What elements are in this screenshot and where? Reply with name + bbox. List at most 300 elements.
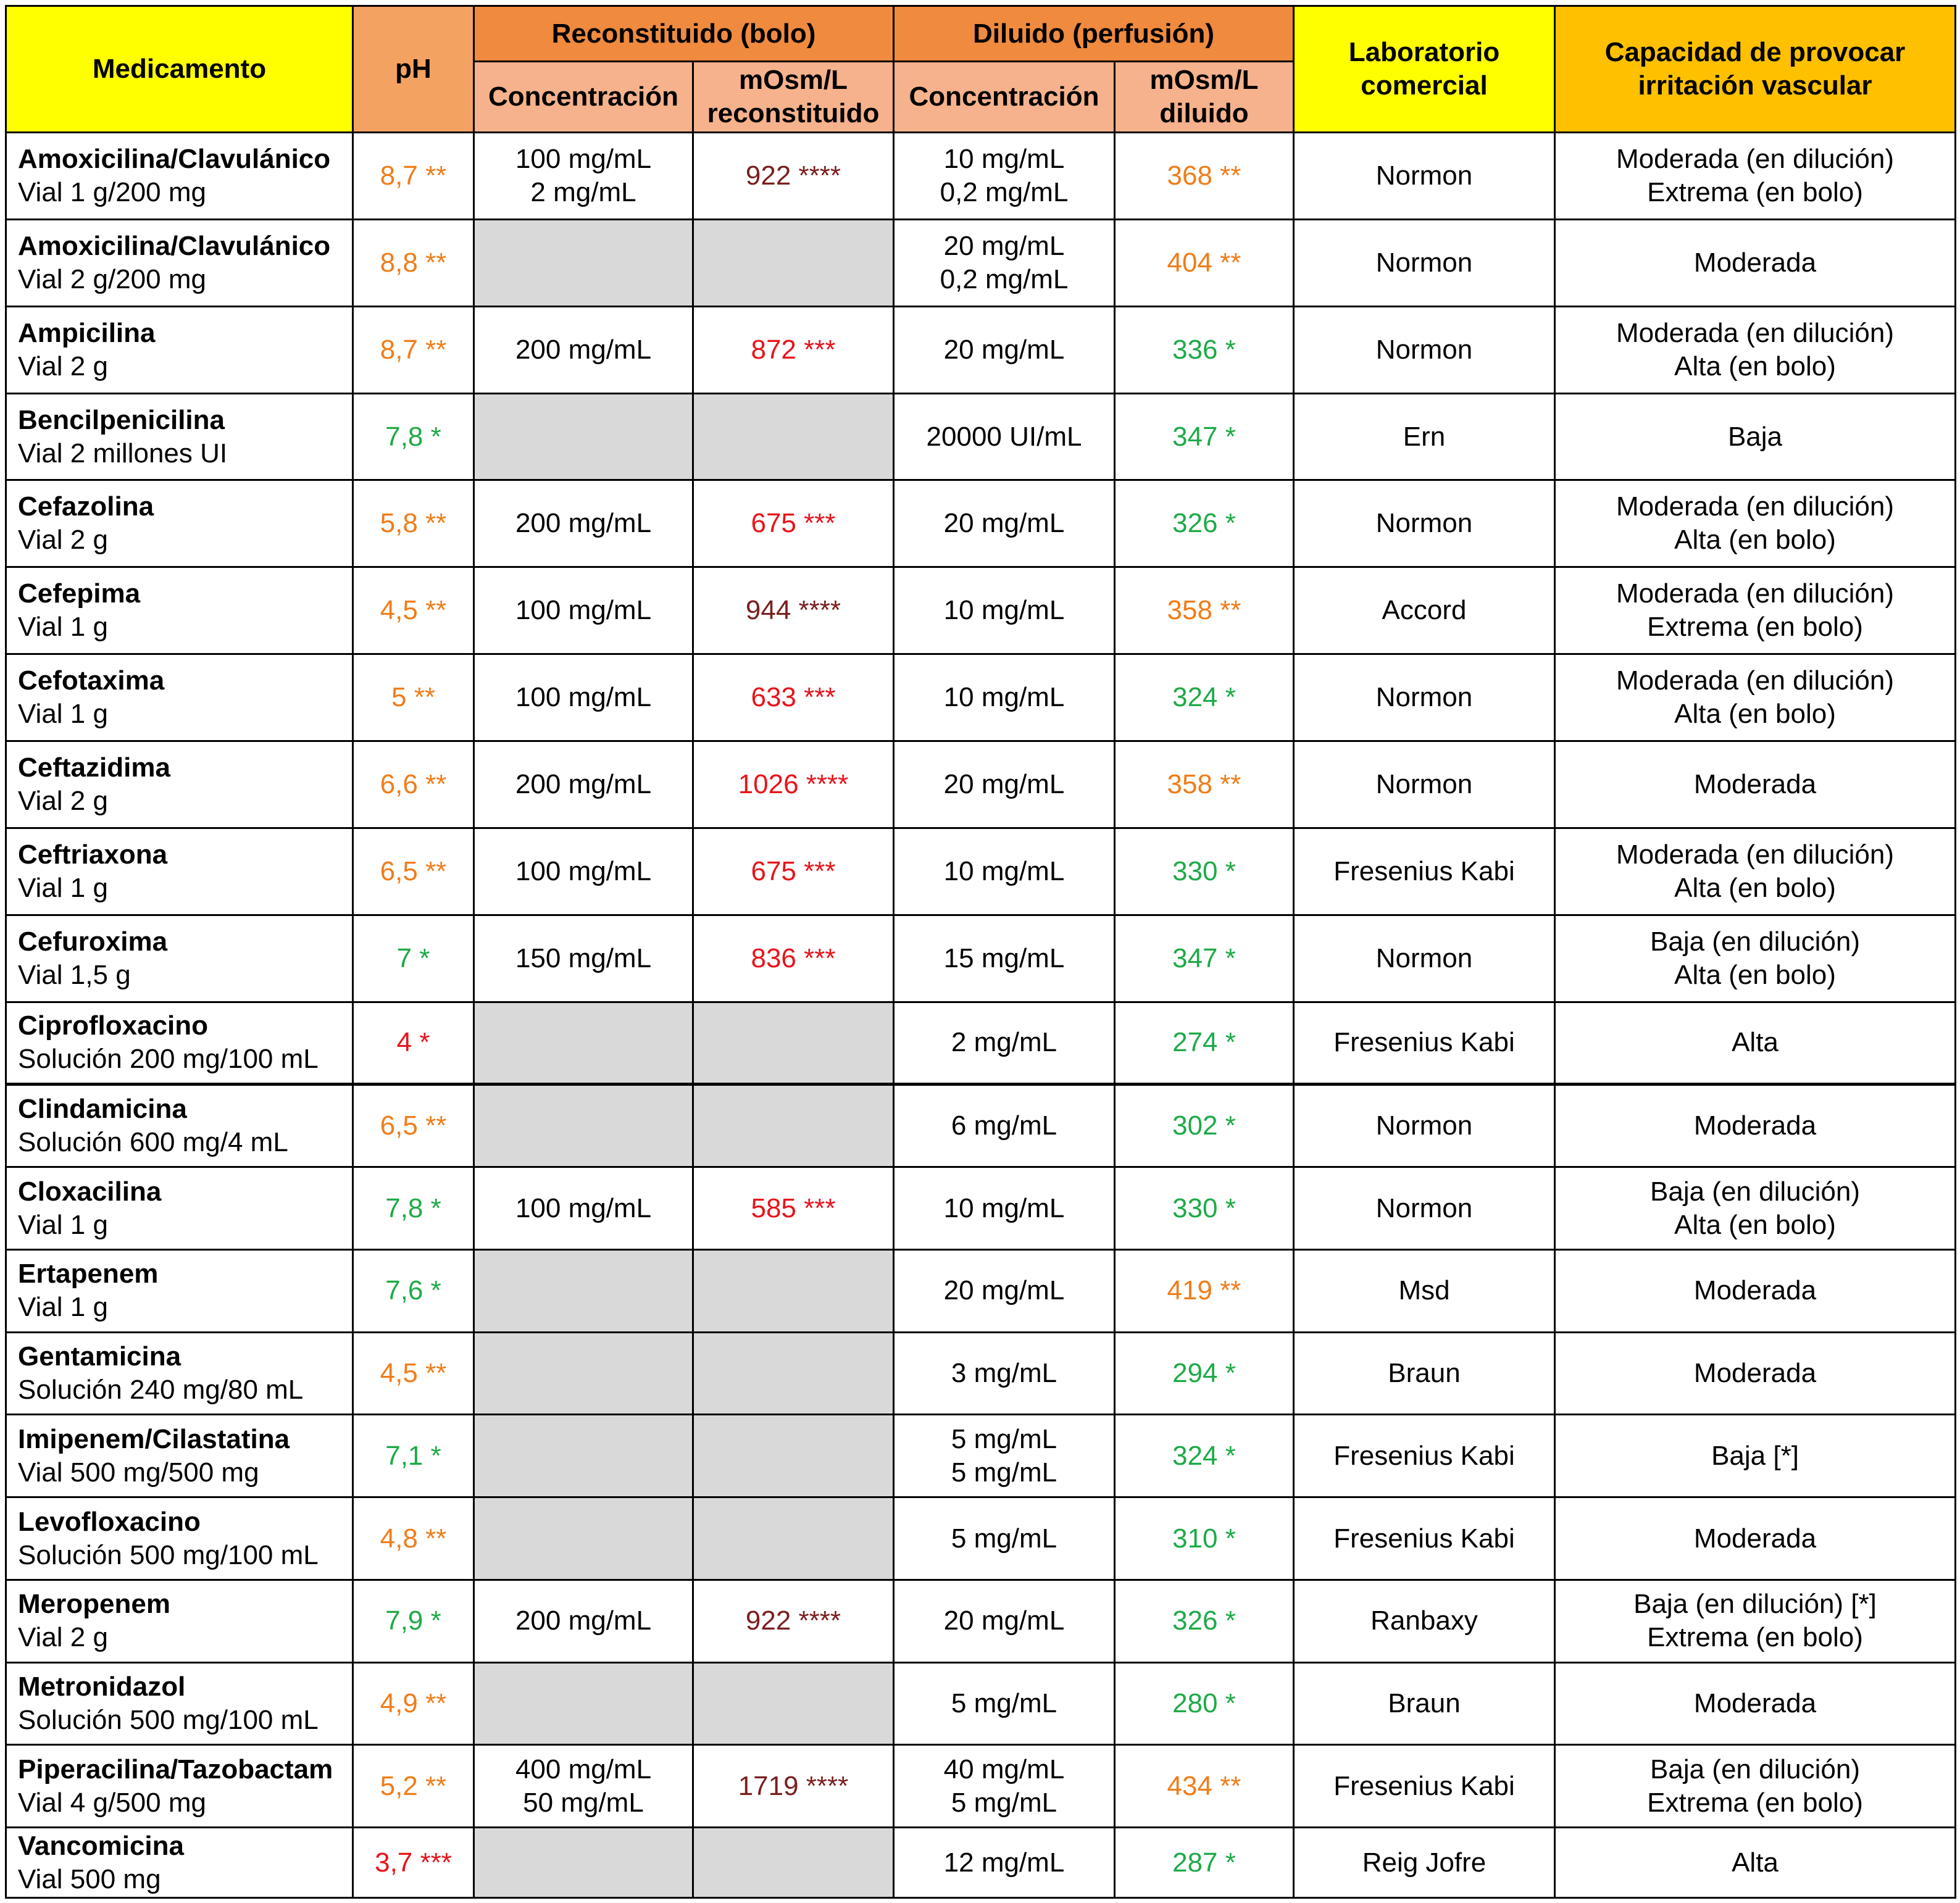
drug-name: Ertapenem [18,1259,159,1289]
irritation-capacity [1555,1167,1956,1250]
dil-mosm: 419 ** [1115,1249,1294,1332]
irritation-capacity-line: Moderada (en dilución) [1616,317,1895,348]
rec-mosm-empty [693,1828,894,1898]
dil-concentration-line: 20 mg/mL [943,1605,1065,1636]
irritation-capacity-line: Baja (en dilución) [*] [1633,1589,1877,1620]
rec-mosm-empty [693,1002,894,1085]
rec-concentration-empty [474,1249,693,1332]
table-row [6,1167,1956,1250]
rec-concentration-line: 100 mg/mL [515,1193,652,1223]
laboratory: Normon [1294,654,1555,741]
rec-mosm-empty [693,1249,894,1332]
irritation-capacity [1555,1085,1956,1167]
drug-form: Solución 240 mg/80 mL [18,1375,304,1405]
dil-mosm: 358 ** [1115,567,1294,654]
drug-cell [6,219,353,306]
table-row [6,741,1956,828]
header-diluted: Diluido (perfusión) [894,6,1294,62]
irritation-capacity [1555,1249,1956,1332]
table-row [6,567,1956,654]
irritation-capacity [1555,393,1956,480]
irritation-capacity [1555,1332,1956,1415]
dil-concentration-line: 40 mg/mL [943,1754,1065,1784]
drug-name: Ampicilina [18,317,156,348]
irritation-capacity [1555,741,1956,828]
drug-name: Vancomicina [18,1830,185,1861]
drug-name: Bencilpenicilina [18,404,225,435]
drug-form: Vial 2 g [18,1622,108,1653]
dil-concentration [894,1332,1115,1415]
dil-concentration-line: 10 mg/mL [943,682,1065,713]
antibiotic-irritation-table [5,5,1956,1899]
irritation-capacity-line: Moderada (en dilución) [1616,839,1895,870]
header-dil-mosm-line2: diluido [1159,98,1249,128]
laboratory: Normon [1294,480,1555,567]
laboratory: Reig Jofre [1294,1828,1555,1898]
rec-concentration-empty [474,1497,693,1580]
dil-mosm: 324 * [1115,654,1294,741]
rec-concentration-line: 200 mg/mL [515,768,652,799]
drug-cell [6,915,353,1002]
laboratory: Ranbaxy [1294,1580,1555,1662]
drug-form: Vial 1 g [18,872,108,903]
ph-value: 5,8 ** [353,480,474,567]
irritation-capacity-line: Moderada [1693,1688,1817,1719]
rec-concentration-empty [474,1332,693,1415]
irritation-capacity-line: Moderada (en dilución) [1616,578,1895,609]
drug-cell [6,1332,353,1415]
drug-cell [6,1828,353,1898]
drug-cell [6,1167,353,1250]
drug-cell [6,741,353,828]
laboratory: Fresenius Kabi [1294,1415,1555,1497]
drug-form: Solución 200 mg/100 mL [18,1044,319,1075]
drug-form: Solución 600 mg/4 mL [18,1127,288,1158]
drug-form: Vial 1 g [18,1292,108,1323]
dil-mosm: 294 * [1115,1332,1294,1415]
drug-form: Vial 2 g [18,525,108,556]
rec-concentration-line: 100 mg/mL [515,856,652,886]
dil-concentration-line: 10 mg/mL [943,595,1065,626]
ph-value: 6,6 ** [353,741,474,828]
dil-concentration [894,133,1115,220]
dil-concentration [894,1745,1115,1828]
ph-value: 5,2 ** [353,1745,474,1828]
dil-concentration-line: 5 mg/mL [951,1423,1057,1454]
rec-concentration-line: 200 mg/mL [515,508,652,539]
rec-concentration-empty [474,1662,693,1745]
header-rec-mosm-line2: reconstituido [707,98,880,128]
dil-concentration-line: 10 mg/mL [943,1193,1065,1223]
irritation-capacity-line: Moderada [1693,1358,1817,1389]
table-row [6,1662,1956,1745]
table-row [6,1415,1956,1497]
irritation-capacity [1555,1662,1956,1745]
dil-concentration [894,1085,1115,1167]
irritation-capacity-line: Baja (en dilución) [1650,1754,1860,1784]
dil-concentration-line: 0,2 mg/mL [940,177,1069,207]
ph-value: 4,8 ** [353,1497,474,1580]
irritation-capacity-line: Extrema (en bolo) [1647,177,1863,207]
drug-cell [6,393,353,480]
dil-mosm: 330 * [1115,828,1294,915]
drug-name: Metronidazol [18,1672,186,1702]
rec-mosm: 675 *** [693,480,894,567]
dil-concentration [894,741,1115,828]
rec-concentration-empty [474,1085,693,1167]
ph-value: 7 * [353,915,474,1002]
dil-concentration-line: 20 mg/mL [943,1275,1065,1306]
rec-mosm-empty [693,219,894,306]
ph-value: 4,5 ** [353,1332,474,1415]
rec-mosm-empty [693,393,894,480]
drug-name: Cefepima [18,578,141,609]
drug-form: Vial 4 g/500 mg [18,1787,206,1818]
irritation-capacity-line: Alta [1732,1027,1779,1058]
ph-value: 8,8 ** [353,219,474,306]
ph-value: 7,6 * [353,1249,474,1332]
table-row [6,1828,1956,1898]
drug-form: Vial 1,5 g [18,959,131,990]
dil-mosm: 280 * [1115,1662,1294,1745]
table-row [6,1002,1956,1085]
ph-value: 4 * [353,1002,474,1085]
dil-concentration [894,915,1115,1002]
irritation-capacity [1555,1497,1956,1580]
table-row [6,828,1956,915]
drug-name: Cloxacilina [18,1176,162,1207]
dil-concentration-line: 5 mg/mL [951,1787,1057,1818]
irritation-capacity [1555,133,1956,220]
rec-mosm-empty [693,1415,894,1497]
table-row [6,654,1956,741]
drug-name: Piperacilina/Tazobactam [18,1754,333,1784]
rec-concentration-line: 200 mg/mL [515,1605,652,1636]
irritation-capacity [1555,828,1956,915]
laboratory: Ern [1294,393,1555,480]
header-dil-mosm [1115,62,1294,133]
irritation-capacity-line: Baja [*] [1711,1440,1799,1471]
drug-cell [6,654,353,741]
irritation-capacity [1555,654,1956,741]
laboratory: Normon [1294,741,1555,828]
dil-concentration [894,1167,1115,1250]
drug-cell [6,133,353,220]
laboratory: Normon [1294,1167,1555,1250]
drug-name: Amoxicilina/Clavulánico [18,143,331,174]
ph-value: 7,9 * [353,1580,474,1662]
rec-concentration-line: 400 mg/mL [515,1754,652,1784]
irritation-capacity-line: Moderada (en dilución) [1616,665,1895,696]
dil-concentration-line: 20 mg/mL [943,508,1065,539]
irritation-capacity [1555,915,1956,1002]
header-laboratory [1294,6,1555,133]
rec-concentration [474,480,693,567]
dil-mosm: 434 ** [1115,1745,1294,1828]
dil-mosm: 274 * [1115,1002,1294,1085]
drug-name: Cefotaxima [18,665,165,696]
dil-mosm: 358 ** [1115,741,1294,828]
rec-mosm: 633 *** [693,654,894,741]
drug-form: Vial 1 g [18,699,108,730]
laboratory: Normon [1294,915,1555,1002]
rec-concentration-empty [474,1415,693,1497]
drug-cell [6,480,353,567]
header-rec-mosm-line1: mOsm/L [738,65,848,95]
laboratory: Fresenius Kabi [1294,1745,1555,1828]
ph-value: 6,5 ** [353,828,474,915]
irritation-capacity-line: Moderada [1693,1110,1817,1141]
rec-concentration-line: 100 mg/mL [515,595,652,626]
header-irritation [1555,6,1956,133]
table-row [6,1580,1956,1662]
rec-mosm: 585 *** [693,1167,894,1250]
dil-concentration-line: 20 mg/mL [943,768,1065,799]
irritation-capacity-line: Alta [1732,1847,1779,1878]
dil-concentration-line: 6 mg/mL [951,1110,1057,1141]
ph-value: 7,8 * [353,393,474,480]
rec-mosm: 836 *** [693,915,894,1002]
ph-value: 4,9 ** [353,1662,474,1745]
dil-concentration [894,1580,1115,1662]
header-irritation-line1: Capacidad de provocar [1604,37,1906,67]
laboratory: Normon [1294,1085,1555,1167]
irritation-capacity-line: Moderada (en dilución) [1616,491,1895,522]
rec-concentration [474,133,693,220]
rec-concentration [474,306,693,393]
irritation-capacity [1555,480,1956,567]
dil-concentration [894,1249,1115,1332]
drug-form: Vial 1 g [18,612,108,643]
drug-form: Vial 2 millones UI [18,438,228,468]
ph-value: 7,8 * [353,1167,474,1250]
header-laboratory-line2: comercial [1361,70,1488,101]
rec-mosm-empty [693,1497,894,1580]
header-rec-concentration: Concentración [474,62,693,133]
laboratory: Normon [1294,133,1555,220]
rec-concentration-line: 50 mg/mL [523,1787,644,1818]
dil-concentration-line: 12 mg/mL [943,1847,1065,1878]
rec-concentration-empty [474,219,693,306]
rec-concentration [474,567,693,654]
irritation-capacity-line: Moderada (en dilución) [1616,143,1895,174]
header-dil-concentration: Concentración [894,62,1115,133]
dil-concentration [894,480,1115,567]
table-row [6,133,1956,220]
rec-concentration-line: 100 mg/mL [515,143,652,174]
dil-mosm: 368 ** [1115,133,1294,220]
table-row [6,915,1956,1002]
drug-name: Ceftazidima [18,752,170,783]
laboratory: Normon [1294,219,1555,306]
table-body [6,133,1956,1898]
rec-concentration [474,1167,693,1250]
rec-mosm: 1719 **** [693,1745,894,1828]
drug-cell [6,306,353,393]
table-row [6,1249,1956,1332]
rec-concentration [474,654,693,741]
irritation-capacity-line: Baja (en dilución) [1650,926,1860,957]
rec-mosm: 872 *** [693,306,894,393]
drug-cell [6,828,353,915]
drug-cell [6,1662,353,1745]
dil-concentration [894,1662,1115,1745]
rec-mosm: 1026 **** [693,741,894,828]
irritation-capacity-line: Moderada [1693,1275,1817,1306]
ph-value: 7,1 * [353,1415,474,1497]
drug-name: Imipenem/Cilastatina [18,1423,290,1454]
drug-name: Ceftriaxona [18,839,168,870]
table-row [6,1745,1956,1828]
dil-concentration [894,1415,1115,1497]
irritation-capacity [1555,219,1956,306]
dil-concentration-line: 3 mg/mL [951,1358,1057,1389]
dil-concentration [894,1828,1115,1898]
dil-mosm: 326 * [1115,1580,1294,1662]
header-ph: pH [353,6,474,133]
irritation-capacity-line: Alta (en bolo) [1674,525,1836,556]
irritation-capacity-line: Alta (en bolo) [1674,699,1836,730]
table-row [6,480,1956,567]
irritation-capacity-line: Moderada [1693,1523,1817,1554]
header-dil-mosm-line1: mOsm/L [1149,65,1259,95]
drug-form: Vial 1 g/200 mg [18,177,206,207]
dil-mosm: 404 ** [1115,219,1294,306]
dil-concentration [894,393,1115,480]
rec-mosm: 922 **** [693,133,894,220]
dil-mosm: 330 * [1115,1167,1294,1250]
header-laboratory-line1: Laboratorio [1348,37,1500,67]
dil-concentration-line: 5 mg/mL [951,1523,1057,1554]
drug-form: Vial 500 mg [18,1863,161,1894]
drug-cell [6,1745,353,1828]
irritation-capacity-line: Moderada [1693,247,1817,278]
dil-mosm: 287 * [1115,1828,1294,1898]
table-row [6,1332,1956,1415]
dil-mosm: 347 * [1115,393,1294,480]
dil-concentration-line: 10 mg/mL [943,856,1065,886]
laboratory: Braun [1294,1662,1555,1745]
drug-name: Meropenem [18,1589,170,1620]
rec-concentration [474,828,693,915]
laboratory: Normon [1294,306,1555,393]
irritation-capacity [1555,1002,1956,1085]
table-row [6,306,1956,393]
dil-concentration-line: 5 mg/mL [951,1457,1057,1488]
dil-mosm: 347 * [1115,915,1294,1002]
irritation-capacity-line: Alta (en bolo) [1674,1209,1836,1240]
dil-mosm: 310 * [1115,1497,1294,1580]
dil-concentration [894,1002,1115,1085]
rec-concentration-empty [474,1828,693,1898]
rec-concentration-line: 200 mg/mL [515,334,652,365]
irritation-capacity [1555,306,1956,393]
irritation-capacity [1555,1580,1956,1662]
drug-form: Vial 1 g [18,1209,108,1240]
dil-concentration-line: 20 mg/mL [943,230,1065,261]
dil-concentration-line: 15 mg/mL [943,943,1065,973]
rec-concentration-line: 2 mg/mL [530,177,636,207]
table-row [6,1085,1956,1167]
drug-form: Vial 2 g [18,785,108,816]
ph-value: 8,7 ** [353,306,474,393]
drug-form: Vial 2 g/200 mg [18,264,206,294]
dil-concentration [894,654,1115,741]
ph-value: 5 ** [353,654,474,741]
drug-name: Levofloxacino [18,1506,201,1537]
ph-value: 4,5 ** [353,567,474,654]
table-row [6,393,1956,480]
drug-cell [6,1002,353,1085]
drug-name: Amoxicilina/Clavulánico [18,230,331,261]
dil-mosm: 336 * [1115,306,1294,393]
drug-name: Ciprofloxacino [18,1010,209,1041]
dil-concentration [894,828,1115,915]
drug-form: Solución 500 mg/100 mL [18,1539,319,1570]
drug-name: Cefuroxima [18,926,168,957]
drug-form: Vial 500 mg/500 mg [18,1457,259,1488]
header-drug: Medicamento [6,6,353,133]
drug-cell [6,1580,353,1662]
irritation-capacity-line: Baja [1727,421,1783,452]
laboratory: Fresenius Kabi [1294,1497,1555,1580]
irritation-capacity [1555,1745,1956,1828]
laboratory: Fresenius Kabi [1294,1002,1555,1085]
table-row [6,219,1956,306]
irritation-capacity-line: Alta (en bolo) [1674,872,1836,903]
irritation-capacity-line: Extrema (en bolo) [1647,1787,1863,1818]
dil-mosm: 324 * [1115,1415,1294,1497]
drug-name: Gentamicina [18,1341,181,1372]
dil-concentration-line: 2 mg/mL [951,1027,1057,1058]
drug-cell [6,1415,353,1497]
dil-mosm: 302 * [1115,1085,1294,1167]
dil-concentration [894,219,1115,306]
rec-concentration [474,1745,693,1828]
drug-name: Clindamicina [18,1094,187,1125]
header-reconstituted: Reconstituido (bolo) [474,6,894,62]
irritation-capacity-line: Alta (en bolo) [1674,959,1836,990]
rec-concentration-empty [474,393,693,480]
ph-value: 8,7 ** [353,133,474,220]
laboratory: Accord [1294,567,1555,654]
dil-concentration [894,306,1115,393]
rec-concentration-line: 100 mg/mL [515,682,652,713]
drug-cell [6,1497,353,1580]
table-row [6,1497,1956,1580]
dil-concentration-line: 10 mg/mL [943,143,1065,174]
rec-mosm-empty [693,1662,894,1745]
drug-cell [6,1085,353,1167]
laboratory: Fresenius Kabi [1294,828,1555,915]
header-irritation-line2: irritación vascular [1638,70,1872,101]
header-rec-mosm [693,62,894,133]
rec-mosm: 922 **** [693,1580,894,1662]
dil-concentration-line: 0,2 mg/mL [940,264,1069,294]
irritation-capacity-line: Alta (en bolo) [1674,351,1836,381]
drug-form: Vial 2 g [18,351,108,381]
ph-value: 3,7 *** [353,1828,474,1898]
irritation-capacity [1555,1415,1956,1497]
rec-concentration-line: 150 mg/mL [515,943,652,973]
irritation-capacity [1555,567,1956,654]
antibiotic-table-container [5,5,1954,1899]
rec-concentration-empty [474,1002,693,1085]
rec-concentration [474,741,693,828]
drug-name: Cefazolina [18,491,154,522]
irritation-capacity [1555,1828,1956,1898]
dil-concentration-line: 5 mg/mL [951,1688,1057,1719]
